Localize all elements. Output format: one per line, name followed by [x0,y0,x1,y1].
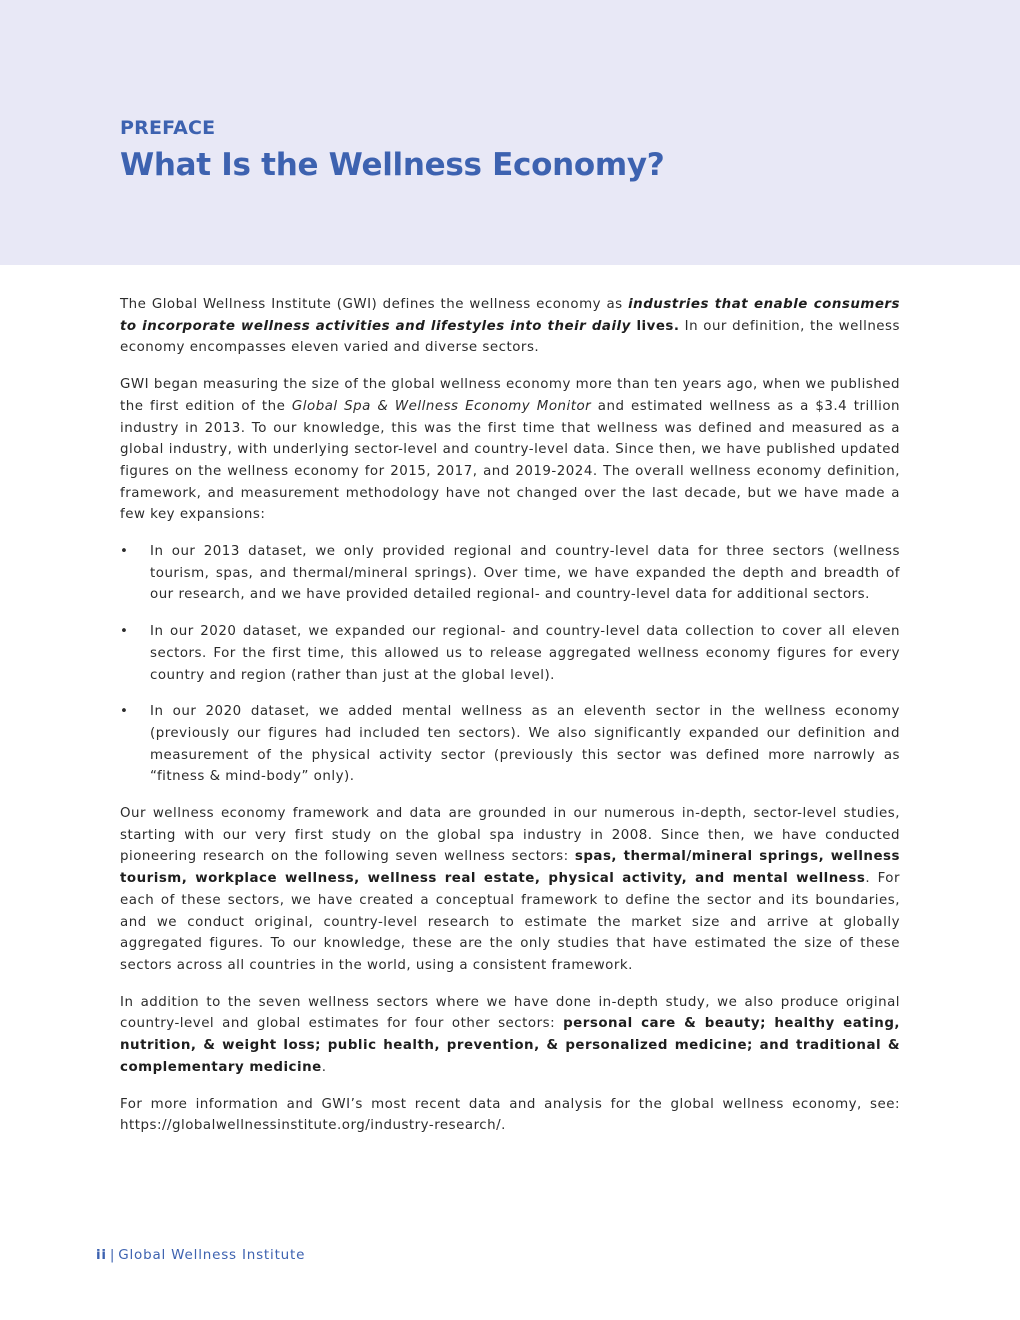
emphasis-four-sectors: personal care & beauty; healthy eating, nutrition, & weight loss; public health, prevention, & personalized medicine; and traditional & complementary medicine [120,1016,900,1075]
page-footer [96,1247,305,1263]
text-run: . [321,1059,327,1075]
footer-org-name: Global Wellness Institute [118,1247,306,1263]
page-title: What Is the Wellness Economy? [120,147,665,183]
text-run: GWI began measuring the size of the global wellness economy more than ten years ago, when we published the first edition of the [120,377,901,414]
paragraph-other-sectors [120,992,900,1079]
list-item [120,541,900,606]
expansions-list [120,541,900,788]
emphasis-definition: industries that enable consumers to incorporate wellness activities and lifestyles into their daily [120,297,901,334]
text-run: In addition to the seven wellness sectors where we have done in-depth study, we also produce original country-level and global estimates for four other sectors: [120,994,900,1032]
bullet-glyph: • [120,704,129,720]
text-run: In our definition, the wellness economy encompasses eleven varied and diverse sectors. [120,318,900,356]
text-run: and estimated wellness as a $3.4 trillion industry in 2013. To our knowledge, this was the first time that wellness was defined and measured as a global industry, with underlying sector-level and country-level data. Since then, we have published updated figures on the wellness economy for 2015, 2017, and 2019-2024. The overall wellness economy definition, framework, and measurement methodology have not changed over the last decade, but we have made a few key expansions: [120,398,901,523]
list-item [120,621,900,686]
paragraph-research [120,803,900,977]
bullet-glyph: • [120,624,129,640]
body-text [120,294,900,1152]
publication-title: Global Spa & Wellness Economy Monitor [291,398,592,414]
list-item-text: In our 2013 dataset, we only provided regional and country-level data for three sectors (wellness tourism, spas, and thermal/mineral springs). Over time, we have expanded the depth and breadth of our research, and we have provided detailed regional- and country-level data for additional sectors. [150,544,900,603]
bullet-glyph: • [120,544,129,560]
paragraph-more-info: For more information and GWI’s most recent data and analysis for the global wellness economy, see: https://globalwellnessinstitute.org/industry-research/. [120,1096,900,1134]
list-item [120,701,900,788]
page-number: ii [96,1247,107,1263]
footer-separator: | [109,1247,116,1263]
text-run: . For each of these sectors, we have created a conceptual framework to define the sector and its boundaries, and we conduct original, country-level research to estimate the market size and arrive at globally aggregated figures. To our knowledge, these are the only studies that have estimated the size of these sectors across all countries in the world, using a consistent framework. [120,871,900,973]
text-run: Our wellness economy framework and data are grounded in our numerous in-depth, sector-level studies, starting with our very first study on the global spa industry in 2008. Since then, we have conducted pioneering research on the following seven wellness sectors: [120,806,900,865]
emphasis-seven-sectors: spas, thermal/mineral springs, wellness tourism, workplace wellness, wellness real estate, physical activity, and mental wellness [120,849,900,887]
emphasis-lives: lives. [630,318,680,334]
section-eyebrow: PREFACE [120,117,216,139]
header-banner [0,0,1020,265]
text-run: The Global Wellness Institute (GWI) defines the wellness economy as [120,297,629,312]
list-item-text: In our 2020 dataset, we added mental wellness as an eleventh sector in the wellness economy (previously our figures had included ten sectors). We also significantly expanded our definition and measurement of the physical activity sector (previously this sector was defined more narrowly as “fitness & mind-body” only). [150,704,900,785]
list-item-text: In our 2020 dataset, we expanded our regional- and country-level data collection to cover all eleven sectors. For the first time, this allowed us to release aggregated wellness economy figures for every country and region (rather than just at the global level). [150,624,900,683]
paragraph-definition [120,294,900,359]
paragraph-history [120,374,900,526]
